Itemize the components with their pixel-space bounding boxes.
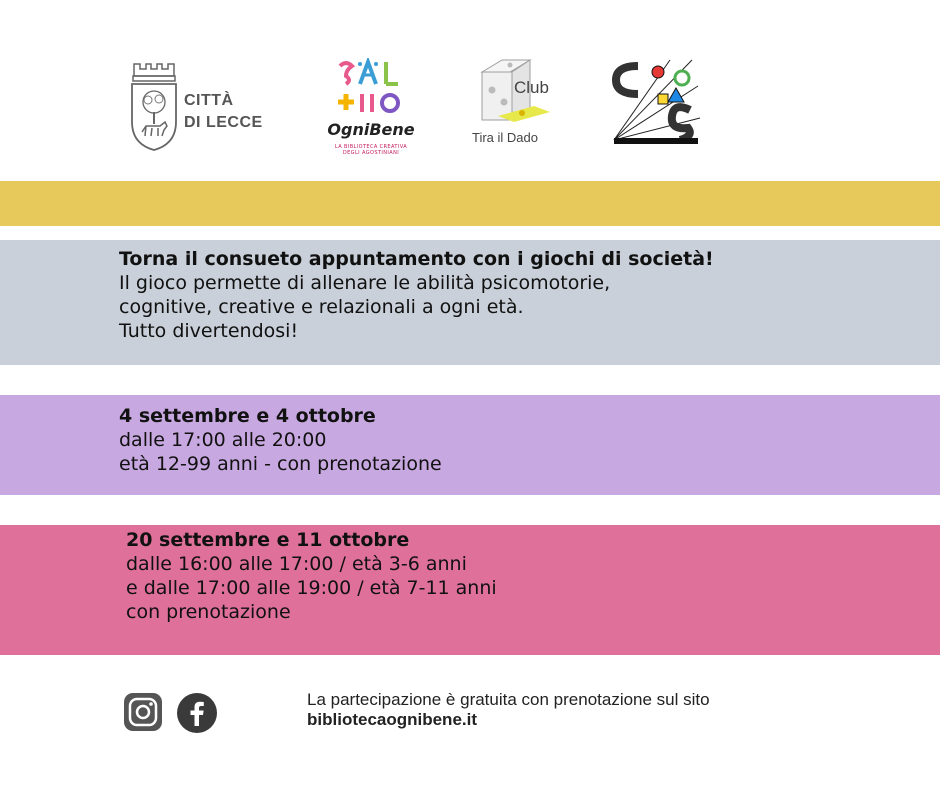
footer-note (307, 690, 710, 730)
footer-participation: La partecipazione è gratuita con prenotazione sul sito (307, 690, 710, 709)
session-1-line-2: età 12-99 anni - con prenotazione (119, 453, 442, 475)
intro-line-3: Tutto divertendosi! (119, 320, 299, 342)
intro-text (119, 247, 714, 343)
session-2-dates: 20 settembre e 11 ottobre (126, 529, 410, 551)
club-subtitle: Tira il Dado (472, 130, 538, 145)
session-2-text (126, 528, 497, 624)
intro-headline: Torna il consueto appuntamento con i giochi di società! (119, 248, 714, 270)
citta-di-lecce-logo (128, 60, 268, 152)
lecce-wordmark (184, 90, 263, 134)
session-1-text (119, 404, 442, 476)
intro-line-1: Il gioco permette di allenare le abilità psicomotorie, (119, 272, 611, 294)
facebook-icon[interactable] (176, 692, 218, 734)
intro-line-2: cognitive, creative e relazionali a ogni età. (119, 296, 524, 318)
ognibene-wordmark: OgniBene (327, 120, 415, 139)
lecce-line-2: DI LECCE (184, 114, 263, 131)
club-label: Club (514, 78, 549, 97)
website-link[interactable]: bibliotecaognibene.it (307, 710, 478, 729)
session-2-line-1: dalle 16:00 alle 17:00 / età 3-6 anni (126, 553, 467, 575)
ognibene-subtitle (316, 144, 426, 156)
cosi-come-sei-graphic (610, 58, 702, 148)
lecce-coat-of-arms-icon (128, 60, 180, 152)
session-2-line-3: con prenotazione (126, 601, 291, 623)
yellow-divider-band (0, 181, 940, 226)
lecce-line-1: CITTÀ (184, 92, 234, 109)
session-1-dates: 4 settembre e 4 ottobre (119, 405, 376, 427)
session-2-line-2: e dalle 17:00 alle 19:00 / età 7-11 anni (126, 577, 497, 599)
ognibene-logo (316, 58, 426, 158)
instagram-icon[interactable] (123, 692, 163, 732)
ognibene-subtitle-line-2: DEGLI AGOSTINIANI (342, 150, 400, 156)
ognibene-subtitle-line-1: LA BIBLIOTECA CREATIVA (334, 144, 408, 150)
club-tira-il-dado-logo (470, 58, 565, 150)
cosi-come-sei-logo (610, 58, 702, 148)
ognibene-letters-graphic (316, 58, 426, 118)
session-1-line-1: dalle 17:00 alle 20:00 (119, 429, 327, 451)
